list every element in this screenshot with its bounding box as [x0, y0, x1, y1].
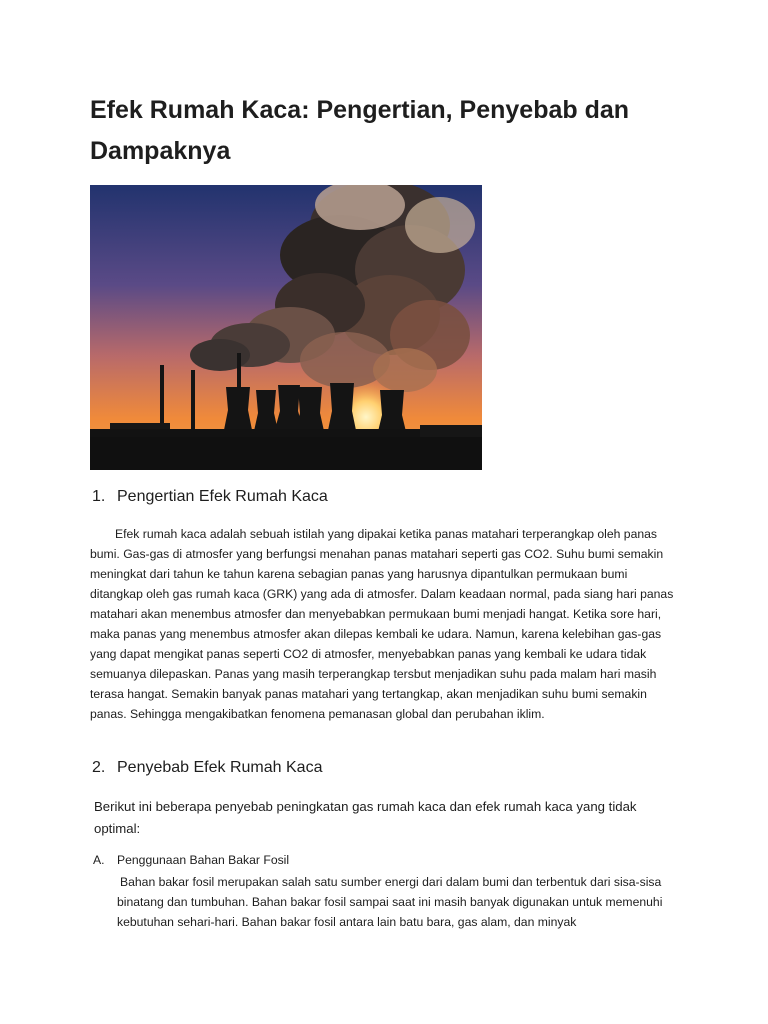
section-heading-text: Penyebab Efek Rumah Kaca	[117, 759, 323, 776]
section-heading-2	[92, 758, 322, 778]
power-plant-illustration	[90, 185, 482, 470]
power-plant-photo	[90, 185, 482, 470]
section-number: 2.	[92, 759, 106, 776]
section-2-intro: Berikut ini beberapa penyebab peningkatan gas rumah kaca dan efek rumah kaca yang tidak optimal:	[94, 799, 637, 836]
section-heading-1	[92, 487, 328, 507]
subsection-a-paragraph: Bahan bakar fosil merupakan salah satu sumber energi dari dalam bumi dan terbentuk dari sisa-sisa binatang dan tumbuhan. Bahan bakar fosil sampai saat ini masih banyak digunakan untuk memenuhi kebutuhan sehari-hari. Bahan bakar fosil antara lain batu bara, gas alam, dan minyak	[117, 875, 663, 929]
subsection-heading-a	[93, 851, 289, 869]
ground	[90, 435, 482, 470]
section-heading-text: Pengertian Efek Rumah Kaca	[117, 488, 328, 505]
page-title: Efek Rumah Kaca: Pengertian, Penyebab dan Dampaknya	[90, 96, 630, 165]
section-number: 1.	[92, 488, 106, 505]
section-1-paragraph: Efek rumah kaca adalah sebuah istilah yang dipakai ketika panas matahari terperangkap oleh panas bumi. Gas-gas di atmosfer yang berfungsi menahan panas matahari seperti gas CO2. Suhu bumi semakin meningkat dari tahun ke tahun karena sebagian panas yang harusnya dipantulkan permukaan bumi ditangkap oleh gas rumah kaca (GRK) yang ada di atmosfer. Dalam keadaan normal, pada siang hari panas matahari akan menembus atmosfer dan menyebabkan permukaan bumi menjadi hangat. Ketika sore hari, maka panas yang menembus atmosfer akan dilepas kembali ke udara. Namun, karena kelebihan gas-gas yang dapat mengikat panas seperti CO2 di atmosfer, menyebabkan panas yang kembali ke udara tidak semuanya dilepaskan. Panas yang masih terperangkap tersbut menjadikan suhu pada malam hari masih terasa hangat. Semakin banyak panas matahari yang tertangkap, akan menjadikan suhu bumi semakin panas. Sehingga mengakibatkan fenomena pemanasan global dan perubahan iklim.	[90, 527, 674, 721]
subsection-letter: A.	[93, 853, 105, 867]
subsection-heading-text: Penggunaan Bahan Bakar Fosil	[117, 853, 290, 867]
